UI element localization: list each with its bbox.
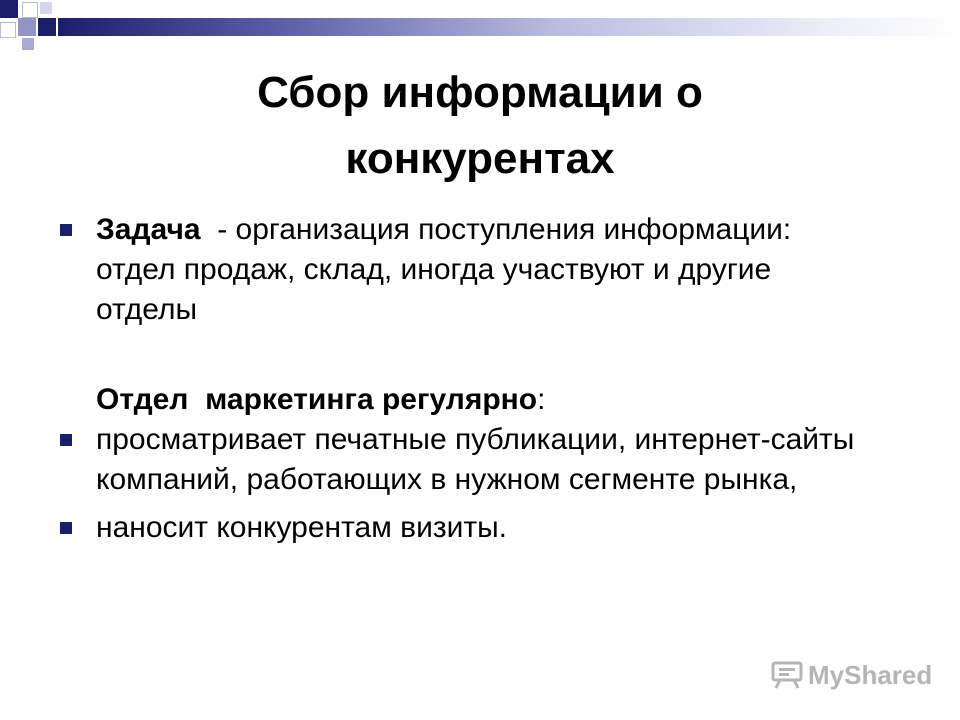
list-item xyxy=(60,210,860,330)
watermark-text: MyShared xyxy=(808,659,933,690)
decor-square xyxy=(0,0,18,18)
bullet-list xyxy=(60,210,860,556)
decor-square xyxy=(38,18,56,36)
decor-square xyxy=(18,18,36,36)
item-bold-text: Задача xyxy=(96,213,201,246)
top-gradient-bar xyxy=(58,18,960,36)
list-item xyxy=(60,508,860,548)
item-text: просматривает печатные публикации, интернет-сайты компаний, работающих в нужном сегменте рынка, xyxy=(96,423,855,496)
decor-square xyxy=(22,38,34,50)
item-text: - организация поступления информации: отдел продаж, склад, иногда участвуют и другие отделы xyxy=(96,213,800,326)
item-bold-text: Отдел маркетинга регулярно xyxy=(96,383,538,416)
list-item xyxy=(60,380,860,420)
square-bullet-icon xyxy=(60,224,72,236)
square-bullet-icon xyxy=(60,522,72,534)
list-item xyxy=(60,420,860,500)
decor-square xyxy=(0,22,16,38)
watermark xyxy=(770,655,940,695)
item-text: наносит конкурентам визиты. xyxy=(96,511,508,544)
decor-square xyxy=(40,2,52,14)
item-text: : xyxy=(537,383,546,416)
presentation-screen-icon xyxy=(770,660,804,690)
decor-square xyxy=(22,2,38,18)
slide-title: Сбор информации о конкурентах xyxy=(257,68,703,183)
square-bullet-icon xyxy=(60,434,72,446)
